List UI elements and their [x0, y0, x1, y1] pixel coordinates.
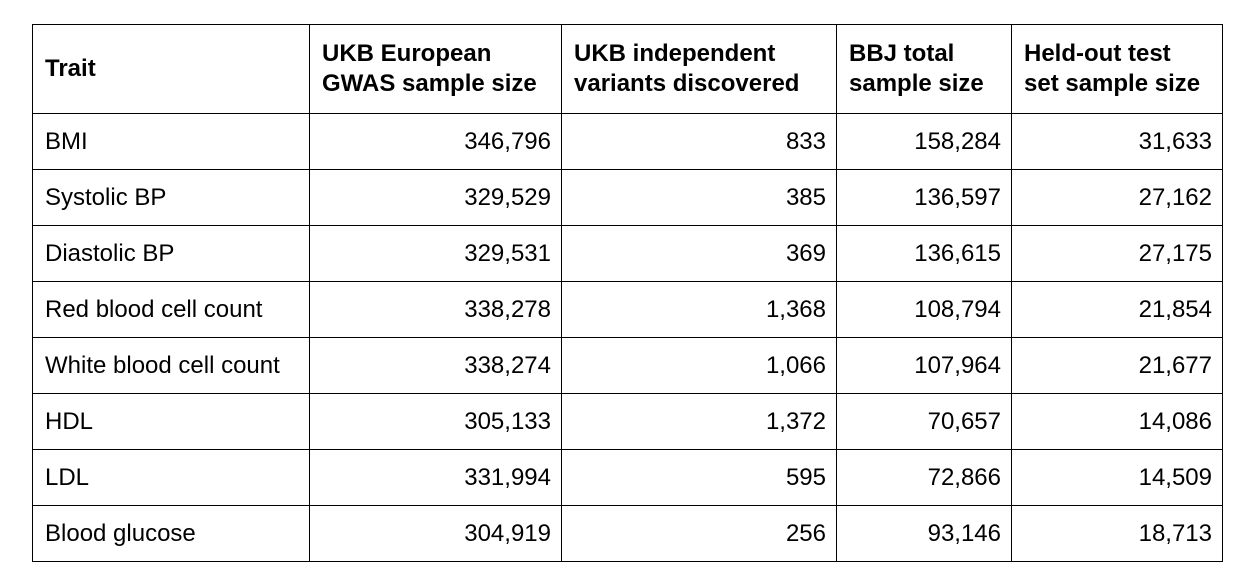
table-header-row [33, 25, 1223, 114]
cell-held-out-test-sample-size: 27,175 [1012, 226, 1223, 282]
cell-trait: BMI [33, 114, 310, 170]
header-line: Held-out test [1024, 40, 1171, 67]
cell-bbj-total-sample-size: 136,597 [837, 170, 1012, 226]
cell-ukb-gwas-sample-size: 304,919 [310, 506, 562, 562]
header-line: sample size [849, 70, 984, 97]
header-line: UKB independent [574, 40, 776, 67]
table-row [33, 170, 1223, 226]
header-trait [33, 25, 310, 114]
header-line: GWAS sample size [322, 70, 537, 97]
cell-ukb-gwas-sample-size: 329,529 [310, 170, 562, 226]
cell-held-out-test-sample-size: 21,854 [1012, 282, 1223, 338]
header-line: Trait [45, 55, 96, 82]
table-row [33, 282, 1223, 338]
cell-ukb-gwas-sample-size: 338,278 [310, 282, 562, 338]
cell-ukb-gwas-sample-size: 305,133 [310, 394, 562, 450]
table-row [33, 506, 1223, 562]
cell-trait: White blood cell count [33, 338, 310, 394]
cell-ukb-variants-discovered: 1,066 [562, 338, 837, 394]
trait-sample-size-table [32, 24, 1223, 562]
cell-ukb-variants-discovered: 385 [562, 170, 837, 226]
table-row [33, 114, 1223, 170]
cell-trait: HDL [33, 394, 310, 450]
header-line: BBJ total [849, 40, 955, 67]
cell-ukb-variants-discovered: 833 [562, 114, 837, 170]
header-ukb-gwas-sample-size [310, 25, 562, 114]
cell-held-out-test-sample-size: 27,162 [1012, 170, 1223, 226]
cell-held-out-test-sample-size: 21,677 [1012, 338, 1223, 394]
cell-ukb-variants-discovered: 369 [562, 226, 837, 282]
cell-ukb-gwas-sample-size: 346,796 [310, 114, 562, 170]
header-line: UKB European [322, 40, 492, 67]
cell-ukb-gwas-sample-size: 331,994 [310, 450, 562, 506]
cell-bbj-total-sample-size: 70,657 [837, 394, 1012, 450]
cell-bbj-total-sample-size: 136,615 [837, 226, 1012, 282]
table-row [33, 338, 1223, 394]
cell-ukb-gwas-sample-size: 329,531 [310, 226, 562, 282]
table-row [33, 450, 1223, 506]
cell-held-out-test-sample-size: 18,713 [1012, 506, 1223, 562]
cell-held-out-test-sample-size: 14,509 [1012, 450, 1223, 506]
trait-table-container [32, 24, 1223, 562]
cell-bbj-total-sample-size: 93,146 [837, 506, 1012, 562]
cell-trait: LDL [33, 450, 310, 506]
header-held-out-test-sample-size [1012, 25, 1223, 114]
cell-ukb-variants-discovered: 595 [562, 450, 837, 506]
header-bbj-total-sample-size [837, 25, 1012, 114]
cell-trait: Systolic BP [33, 170, 310, 226]
cell-ukb-variants-discovered: 1,372 [562, 394, 837, 450]
cell-ukb-variants-discovered: 1,368 [562, 282, 837, 338]
cell-held-out-test-sample-size: 14,086 [1012, 394, 1223, 450]
cell-held-out-test-sample-size: 31,633 [1012, 114, 1223, 170]
cell-bbj-total-sample-size: 158,284 [837, 114, 1012, 170]
cell-trait: Red blood cell count [33, 282, 310, 338]
cell-bbj-total-sample-size: 108,794 [837, 282, 1012, 338]
cell-trait: Blood glucose [33, 506, 310, 562]
table-row [33, 226, 1223, 282]
cell-bbj-total-sample-size: 107,964 [837, 338, 1012, 394]
cell-ukb-variants-discovered: 256 [562, 506, 837, 562]
header-line: set sample size [1024, 70, 1201, 97]
header-ukb-variants-discovered [562, 25, 837, 114]
cell-trait: Diastolic BP [33, 226, 310, 282]
cell-bbj-total-sample-size: 72,866 [837, 450, 1012, 506]
table-row [33, 394, 1223, 450]
header-line: variants discovered [574, 70, 800, 97]
cell-ukb-gwas-sample-size: 338,274 [310, 338, 562, 394]
